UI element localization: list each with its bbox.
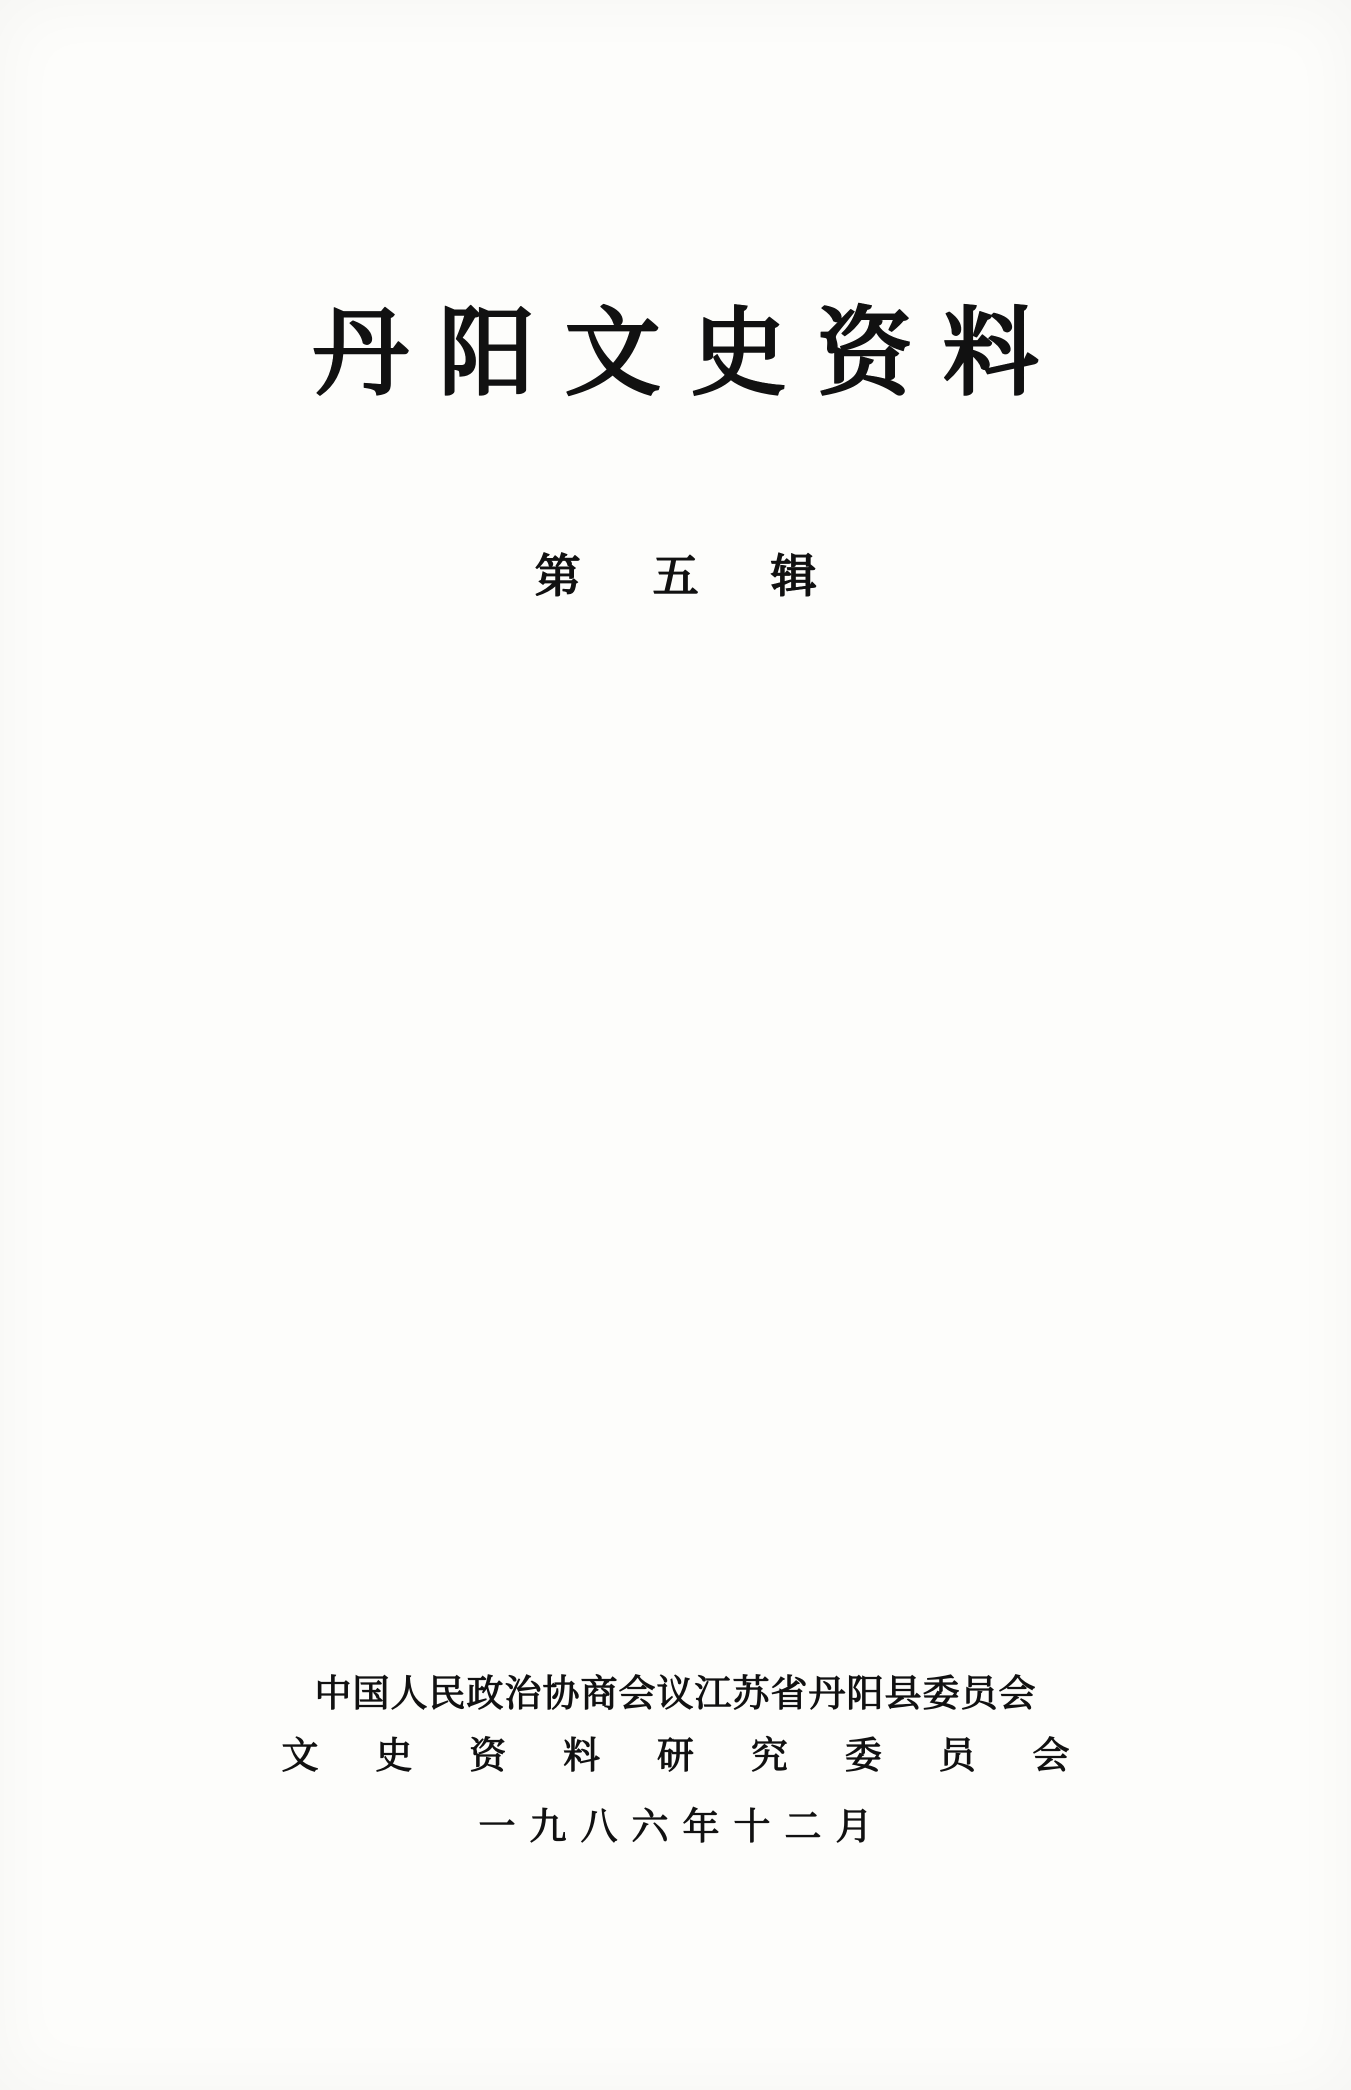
publisher-name-line-1: 中国人民政治协商会议江苏省丹阳县委员会 <box>314 1671 1037 1715</box>
publication-date: 一九八六年十二月 <box>478 1804 887 1848</box>
publisher-name-line-2: 文 史 资 料 研 究 委 员 会 <box>281 1734 1092 1778</box>
volume-subtitle: 第 五 辑 <box>534 549 845 603</box>
imprint-block <box>0 1666 1351 1862</box>
page-title: 丹阳文史资料 <box>312 296 1069 409</box>
